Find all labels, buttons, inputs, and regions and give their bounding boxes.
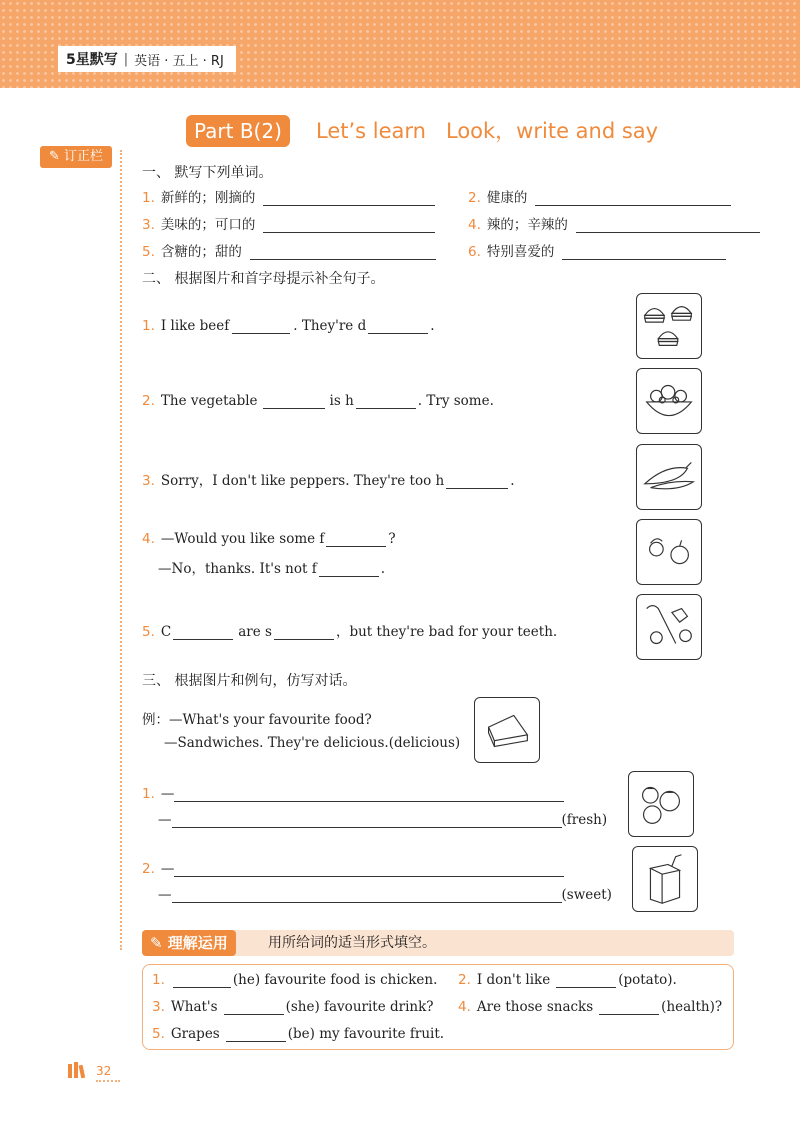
sentence-4a: 4. —Would you like some f ? (142, 531, 396, 547)
correction-column-label: ✎ 订正栏 (40, 146, 112, 168)
answer-blank[interactable] (599, 1001, 659, 1015)
correction-divider (120, 150, 122, 950)
answer-line[interactable] (174, 863, 564, 877)
answer-blank[interactable] (535, 192, 731, 206)
vocab-item-1: 1. 新鲜的；刚摘的 (142, 186, 435, 206)
page-title: Let’s learn Look，write and say (316, 119, 659, 143)
answer-blank[interactable] (173, 626, 233, 640)
answer-blank[interactable] (224, 1001, 284, 1015)
answer-blank[interactable] (274, 626, 334, 640)
sentence-1: 1. I like beef . They're d . (142, 318, 435, 334)
vocab-item-3: 3. 美味的；可口的 (142, 213, 435, 233)
hamburgers-picture (636, 293, 702, 359)
candies-picture (636, 594, 702, 660)
fruit-icon (637, 520, 701, 584)
answer-blank[interactable] (226, 1028, 286, 1042)
juice-box-picture (632, 846, 698, 912)
sentence-3: 3. Sorry，I don't like peppers. They're too h . (142, 473, 515, 489)
part-label: Part B(2) (186, 115, 290, 147)
sandwich-picture (474, 697, 540, 763)
answer-blank[interactable] (250, 246, 436, 260)
answer-blank[interactable] (263, 192, 435, 206)
answer-blank[interactable] (356, 395, 416, 409)
books-icon (66, 1060, 92, 1080)
section2-heading: 二、 根据图片和首字母提示补全句子。 (142, 271, 385, 287)
practice-item-5: 5. Grapes (be) my favourite fruit. (152, 1026, 445, 1042)
example-answer: —Sandwiches. They're delicious.(delicious) (164, 735, 461, 751)
answer-blank[interactable] (562, 246, 726, 260)
answer-blank[interactable] (263, 395, 325, 409)
vocab-item-4: 4. 辣的；辛辣的 (468, 213, 760, 233)
answer-blank[interactable] (263, 219, 435, 233)
page-number: 32 (96, 1064, 112, 1078)
example-question: 例：—What's your favourite food? (142, 712, 372, 728)
answer-blank[interactable] (556, 974, 616, 988)
answer-line[interactable] (172, 889, 562, 903)
tomatoes-picture (628, 771, 694, 837)
answer-line[interactable] (174, 788, 564, 802)
answer-blank[interactable] (446, 475, 508, 489)
practice-item-2: 2. I don't like (potato). (458, 972, 677, 988)
answer-blank[interactable] (319, 563, 379, 577)
answer-line[interactable] (172, 814, 562, 828)
salad-icon (637, 369, 701, 433)
answer-blank[interactable] (326, 533, 386, 547)
section3-heading: 三、 根据图片和例句，仿写对话。 (142, 673, 357, 689)
sentence-4b: —No，thanks. It's not f . (158, 561, 386, 577)
tomato-icon (629, 772, 693, 836)
practice-item-3: 3. What's (she) favourite drink? (152, 999, 434, 1015)
answer-blank[interactable] (173, 974, 231, 988)
header-tag: 5星默写 | 英语 · 五上 · RJ (58, 46, 236, 72)
dialogue-1-line-1: 1. — (142, 786, 564, 802)
answer-blank[interactable] (232, 320, 290, 334)
hamburger-icon (637, 294, 701, 358)
sentence-5: 5. C are s ，but they're bad for your teeth. (142, 624, 558, 640)
practice-item-4: 4. Are those snacks (health)? (458, 999, 723, 1015)
header-band (0, 0, 800, 88)
section1-heading: 一、 默写下列单词。 (142, 165, 273, 181)
answer-blank[interactable] (576, 219, 760, 233)
candy-icon (637, 595, 701, 659)
brand-name: 5星默写 (66, 52, 118, 68)
dialogue-2-line-1: 2. — (142, 861, 564, 877)
practice-item-1: 1. (he) favourite food is chicken. (152, 972, 438, 988)
peppers-picture (636, 444, 702, 510)
subject-label: 英语 · 五上 · RJ (134, 53, 224, 69)
footer-dots (96, 1080, 120, 1082)
sentence-2: 2. The vegetable is h . Try some. (142, 393, 494, 409)
chili-pepper-icon (637, 445, 701, 509)
practice-title: 用所给词的适当形式填空。 (268, 935, 436, 951)
fruit-picture (636, 519, 702, 585)
salad-picture (636, 368, 702, 434)
dialogue-1-line-2: — (fresh) (158, 812, 608, 828)
juice-box-icon (633, 847, 697, 911)
vocab-item-2: 2. 健康的 (468, 186, 731, 206)
answer-blank[interactable] (368, 320, 428, 334)
practice-badge: ✎ 理解运用 (142, 930, 236, 956)
dialogue-2-line-2: — (sweet) (158, 887, 612, 903)
vocab-item-5: 5. 含糖的；甜的 (142, 240, 436, 260)
sandwich-icon (475, 698, 539, 762)
vocab-item-6: 6. 特别喜爱的 (468, 240, 726, 260)
